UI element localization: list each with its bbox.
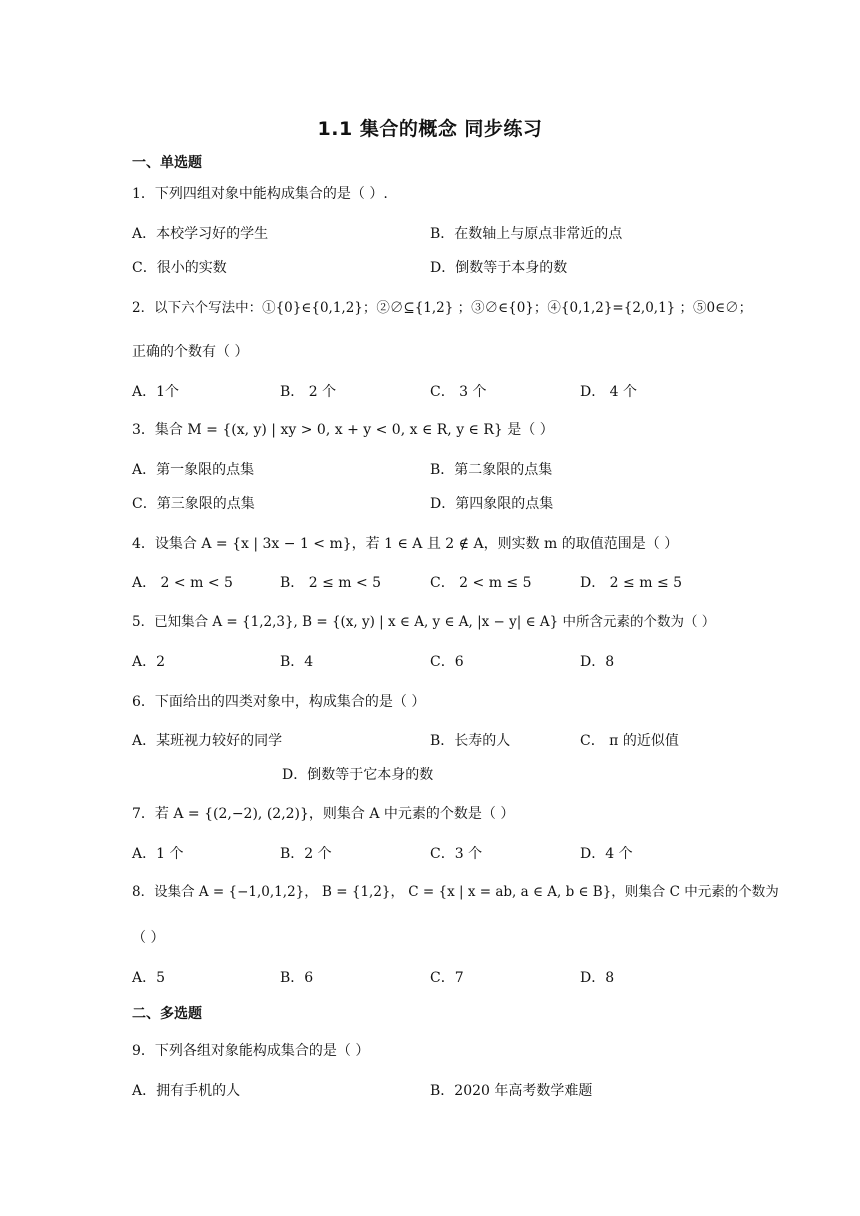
question-5-option-d: D．8 xyxy=(580,654,615,670)
question-4-option-b: B． 2 ≤ m < 5 xyxy=(280,575,382,591)
question-8-option-d: D．8 xyxy=(580,970,615,986)
question-4-option-c: C． 2 < m ≤ 5 xyxy=(430,575,532,591)
question-1-option-a: A．本校学习好的学生 xyxy=(132,226,269,242)
question-8-stem: 8．设集合 A = {−1,0,1,2}， B = {1,2}， C = {x | x = ab, a ∈ A, b ∈ B}，则集合 C 中元素的个数为 xyxy=(132,884,779,900)
question-2-option-c: C． 3 个 xyxy=(430,384,487,400)
question-4-option-a: A． 2 < m < 5 xyxy=(132,575,233,591)
question-5-option-c: C．6 xyxy=(430,654,464,670)
question-7-option-c: C．3 个 xyxy=(430,846,483,862)
question-6-option-b: B．长寿的人 xyxy=(430,733,511,749)
question-9-option-b: B．2020 年高考数学难题 xyxy=(430,1083,593,1099)
page-title: 1.1 集合的概念 同步练习 xyxy=(317,118,543,140)
question-2-option-d: D． 4 个 xyxy=(580,384,638,400)
question-1-stem: 1．下列四组对象中能构成集合的是（ ）. xyxy=(132,186,388,202)
question-4-stem: 4．设集合 A = {x | 3x − 1 < m}，若 1 ∈ A 且 2 ∉ A，则实数 m 的取值范围是（ ） xyxy=(132,536,679,552)
question-6-option-d: D．倒数等于它本身的数 xyxy=(282,767,434,783)
question-7-option-a: A．1 个 xyxy=(132,846,184,862)
question-2-stem-cont: 正确的个数有（ ） xyxy=(132,344,249,360)
question-5-option-a: A．2 xyxy=(132,654,166,670)
question-5-stem: 5．已知集合 A = {1,2,3}, B = {(x, y) | x ∈ A, y ∈ A, |x − y| ∈ A} 中所含元素的个数为（ ） xyxy=(132,614,716,630)
question-1-option-b: B．在数轴上与原点非常近的点 xyxy=(430,226,623,242)
question-1-option-d: D．倒数等于本身的数 xyxy=(430,260,568,276)
question-3-option-b: B．第二象限的点集 xyxy=(430,462,553,478)
question-3-option-d: D．第四象限的点集 xyxy=(430,496,554,512)
question-2-stem: 2．以下六个写法中：①{0}∈{0,1,2}；②∅⊆{1,2} ；③∅∈{0}；④{0,1,2}={2,0,1} ；⑤0∈∅； xyxy=(132,300,753,316)
question-3-option-a: A．第一象限的点集 xyxy=(132,462,255,478)
question-6-option-c: C． π 的近似值 xyxy=(580,733,679,749)
question-8-stem-cont: （ ） xyxy=(132,930,165,946)
question-8-option-a: A．5 xyxy=(132,970,166,986)
question-6-option-a: A．某班视力较好的同学 xyxy=(132,733,283,749)
question-9-option-a: A．拥有手机的人 xyxy=(132,1083,241,1099)
question-9-stem: 9．下列各组对象能构成集合的是（ ） xyxy=(132,1043,370,1059)
question-1-option-c: C．很小的实数 xyxy=(132,260,227,276)
section-heading-single: 一、单选题 xyxy=(132,155,202,171)
section-heading-multi: 二、多选题 xyxy=(132,1006,202,1022)
question-7-option-d: D．4 个 xyxy=(580,846,633,862)
question-7-stem: 7．若 A = {(2,−2), (2,2)}，则集合 A 中元素的个数是（ ） xyxy=(132,806,515,822)
question-3-stem: 3．集合 M = {(x, y) | xy > 0, x + y < 0, x ∈ R, y ∈ R} 是（ ） xyxy=(132,422,554,438)
question-8-option-c: C．7 xyxy=(430,970,464,986)
question-2-option-a: A．1个 xyxy=(132,384,180,400)
question-8-option-b: B．6 xyxy=(280,970,314,986)
question-7-option-b: B．2 个 xyxy=(280,846,332,862)
question-5-option-b: B．4 xyxy=(280,654,314,670)
question-4-option-d: D． 2 ≤ m ≤ 5 xyxy=(580,575,683,591)
question-3-option-c: C．第三象限的点集 xyxy=(132,496,255,512)
question-2-option-b: B． 2 个 xyxy=(280,384,337,400)
question-6-stem: 6．下面给出的四类对象中，构成集合的是（ ） xyxy=(132,694,426,710)
